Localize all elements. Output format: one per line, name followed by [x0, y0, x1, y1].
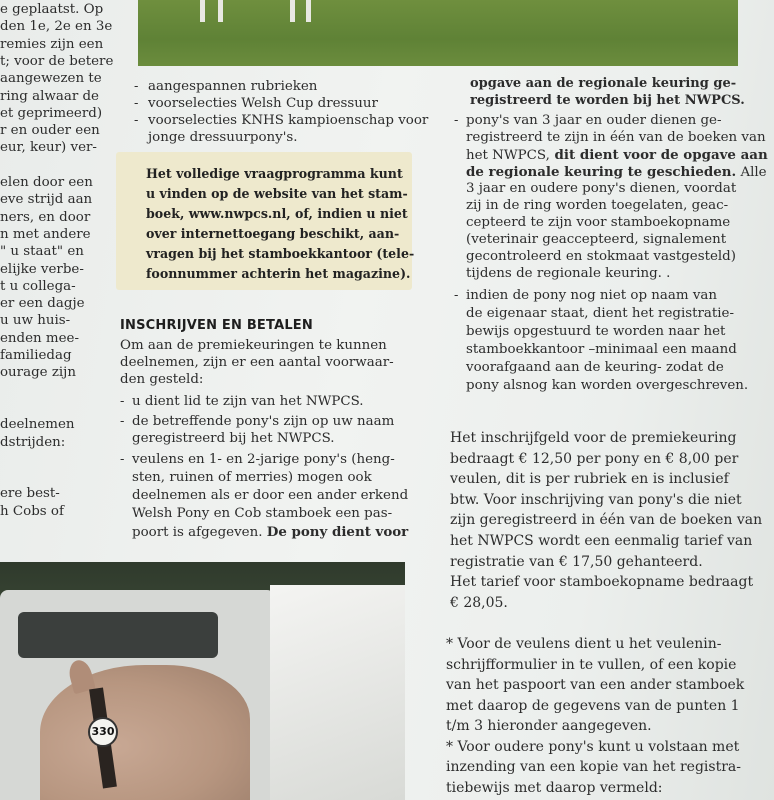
fee-line: Het tarief voor stamboekopname bedraagt — [450, 574, 754, 591]
note-line: tiebewijs met daarop vermeld: — [446, 779, 663, 796]
right-line: stamboekkantoor –minimaal een maand — [466, 342, 737, 357]
right-line: bewijs opgestuurd te worden naar het — [466, 324, 726, 339]
intro-line: Om aan de premiekeuringen te kunnen — [120, 338, 387, 353]
left-column-line: ere best- — [0, 486, 60, 502]
horse-leg-image — [200, 0, 205, 22]
right-line: de eigenaar staat, dient het registratie- — [466, 306, 734, 321]
right-line: tijdens de regionale keuring. . — [466, 266, 671, 281]
left-column-line: aangewezen te — [0, 71, 102, 87]
horse-leg-image — [306, 0, 311, 22]
right-line: registreerd te zijn in één van de boeken van — [466, 130, 766, 145]
left-column-line: t; voor de betere — [0, 53, 114, 69]
left-column-line: er een dagje — [0, 296, 85, 312]
bullet: - — [120, 414, 125, 429]
right-bold-line: opgave aan de regionale keuring ge- — [470, 76, 737, 91]
info-box-line: vragen bij het stamboekkantoor (tele- — [146, 246, 415, 261]
right-line — [466, 147, 768, 164]
right-text: het NWPCS, — [466, 148, 550, 163]
condition-line: geregistreerd bij het NWPCS. — [132, 431, 335, 446]
bullet: - — [134, 96, 139, 111]
info-box-line: boek, www.nwpcs.nl, of, indien u niet — [146, 206, 408, 221]
left-column-line: ourage zijn — [0, 365, 76, 381]
section-heading: INSCHRIJVEN EN BETALEN — [120, 318, 313, 333]
left-column-line: deelnemen — [0, 417, 75, 433]
condition-text: poort is afgegeven. — [132, 525, 263, 540]
fee-line: zijn geregistreerd in één van de boeken van — [450, 512, 763, 529]
trailer-window-image — [18, 612, 218, 658]
intro-line: den gesteld: — [120, 372, 204, 387]
condition-line: sten, ruinen of merries) mogen ook — [132, 470, 372, 485]
pony-number-tag: 330 — [88, 717, 118, 747]
condition-line: de betreffende pony's zijn op uw naam — [132, 414, 395, 429]
bullet: - — [120, 452, 125, 467]
fee-line: € 28,05. — [450, 594, 508, 611]
condition-line: u dient lid te zijn van het NWPCS. — [132, 394, 364, 409]
bullet: - — [120, 394, 125, 409]
left-column-line: eur, keur) ver- — [0, 140, 97, 156]
right-text: Alle — [736, 165, 767, 180]
list-item: aangespannen rubrieken — [148, 79, 318, 94]
note-line: * Voor de veulens dient u het veulenin- — [446, 636, 722, 652]
left-column-line: eve strijd aan — [0, 192, 93, 208]
bullet: - — [134, 113, 139, 128]
left-column-line: ring alwaar de — [0, 88, 99, 104]
right-line: voorafgaand aan de keuring- zodat de — [466, 360, 724, 375]
condition-line — [132, 524, 408, 541]
note-line: van het paspoort van een ander stamboek — [446, 677, 745, 693]
right-bold-line: registreerd te worden bij het NWPCS. — [470, 93, 745, 108]
left-column-line: u uw huis- — [0, 313, 71, 329]
left-column-line: r en ouder een — [0, 123, 100, 139]
left-column-line: t u collega- — [0, 278, 76, 294]
left-column-line: familiedag — [0, 348, 72, 363]
fee-line: veulen, dit is per rubriek en is inclusief — [450, 471, 729, 488]
left-column-line: n met andere — [0, 226, 91, 242]
note-line: schrijfformulier in te vullen, of een kopie — [446, 656, 737, 673]
left-column-line: remies zijn een — [0, 36, 104, 52]
left-column-line: den 1e, 2e en 3e — [0, 19, 113, 35]
right-line: zij in de ring worden toegelaten, geac- — [466, 198, 729, 213]
info-box-line: u vinden op de website van het stam- — [146, 186, 408, 201]
horse-leg-image — [218, 0, 223, 22]
right-line: gecontroleerd en stokmaat vastgesteld) — [466, 249, 736, 264]
right-line: cepteerd te zijn voor stamboekopname — [466, 215, 731, 230]
info-box-line: foonnummer achterin het magazine). — [146, 266, 411, 281]
bullet: - — [454, 113, 459, 128]
left-column-line: elen door een — [0, 175, 93, 190]
left-column-line: dstrijden: — [0, 434, 66, 450]
note-line: t/m 3 hieronder aangegeven. — [446, 718, 652, 734]
right-line: (veterinair geaccepteerd, signalement — [466, 232, 727, 247]
horse-leg-image — [290, 0, 295, 22]
left-column-line: elijke verbe- — [0, 261, 84, 277]
left-column-line: " u staat" en — [0, 244, 84, 260]
fee-line: Het inschrijfgeld voor de premiekeuring — [450, 430, 737, 446]
right-text-bold: dit dient voor de opgave aan — [549, 147, 768, 163]
condition-line: deelnemen als er door een ander erkend — [132, 488, 409, 503]
note-line: * Voor oudere pony's kunt u volstaan met — [446, 738, 740, 755]
condition-text-bold: De pony dient voor — [266, 524, 409, 540]
info-box — [116, 152, 415, 290]
condition-line: veulens en 1- en 2-jarige pony's (heng- — [132, 452, 395, 467]
right-line: pony alsnog kan worden overgeschreven. — [466, 378, 749, 393]
fee-line: registratie van € 17,50 gehanteerd. — [450, 553, 703, 570]
note-line: met daarop de gegevens van de punten 1 — [446, 697, 740, 714]
left-column-line: enden mee- — [0, 330, 79, 346]
note-line: inzending van een kopie van het registra- — [446, 759, 741, 775]
bullet: - — [134, 79, 139, 94]
fee-line: btw. Voor inschrijving van pony's die niet — [450, 491, 742, 508]
list-item: voorselecties Welsh Cup dressuur — [148, 96, 378, 111]
left-column-line: et geprimeerd) — [0, 105, 103, 121]
left-column-line: e geplaatst. Op — [0, 2, 104, 17]
fee-line: bedraagt € 12,50 per pony en € 8,00 per — [450, 450, 739, 467]
info-box-line: over internettoegang beschikt, aan- — [146, 226, 400, 241]
intro-line: deelnemen, zijn er een aantal voorwaar- — [120, 355, 394, 370]
left-column-line: ners, en door — [0, 209, 91, 225]
condition-line: Welsh Pony en Cob stamboek een pas- — [132, 506, 393, 521]
left-column-line: h Cobs of — [0, 503, 64, 519]
right-line: indien de pony nog niet op naam van — [466, 288, 717, 303]
bullet: - — [454, 288, 459, 303]
list-item-continuation: jonge dressuurpony's. — [148, 130, 298, 145]
list-item: voorselecties KNHS kampioenschap voor — [148, 113, 429, 128]
right-line — [466, 164, 767, 181]
fee-line: het NWPCS wordt een eenmalig tarief van — [450, 533, 753, 549]
right-text-bold: de regionale keuring te geschieden. — [466, 164, 737, 180]
info-box-line: Het volledige vraagprogramma kunt — [146, 166, 403, 181]
tent-image — [270, 585, 405, 800]
right-line: pony's van 3 jaar en ouder dienen ge- — [466, 113, 722, 128]
right-line: 3 jaar en oudere pony's dienen, voordat — [466, 181, 737, 196]
top-photo-grass — [138, 0, 738, 66]
